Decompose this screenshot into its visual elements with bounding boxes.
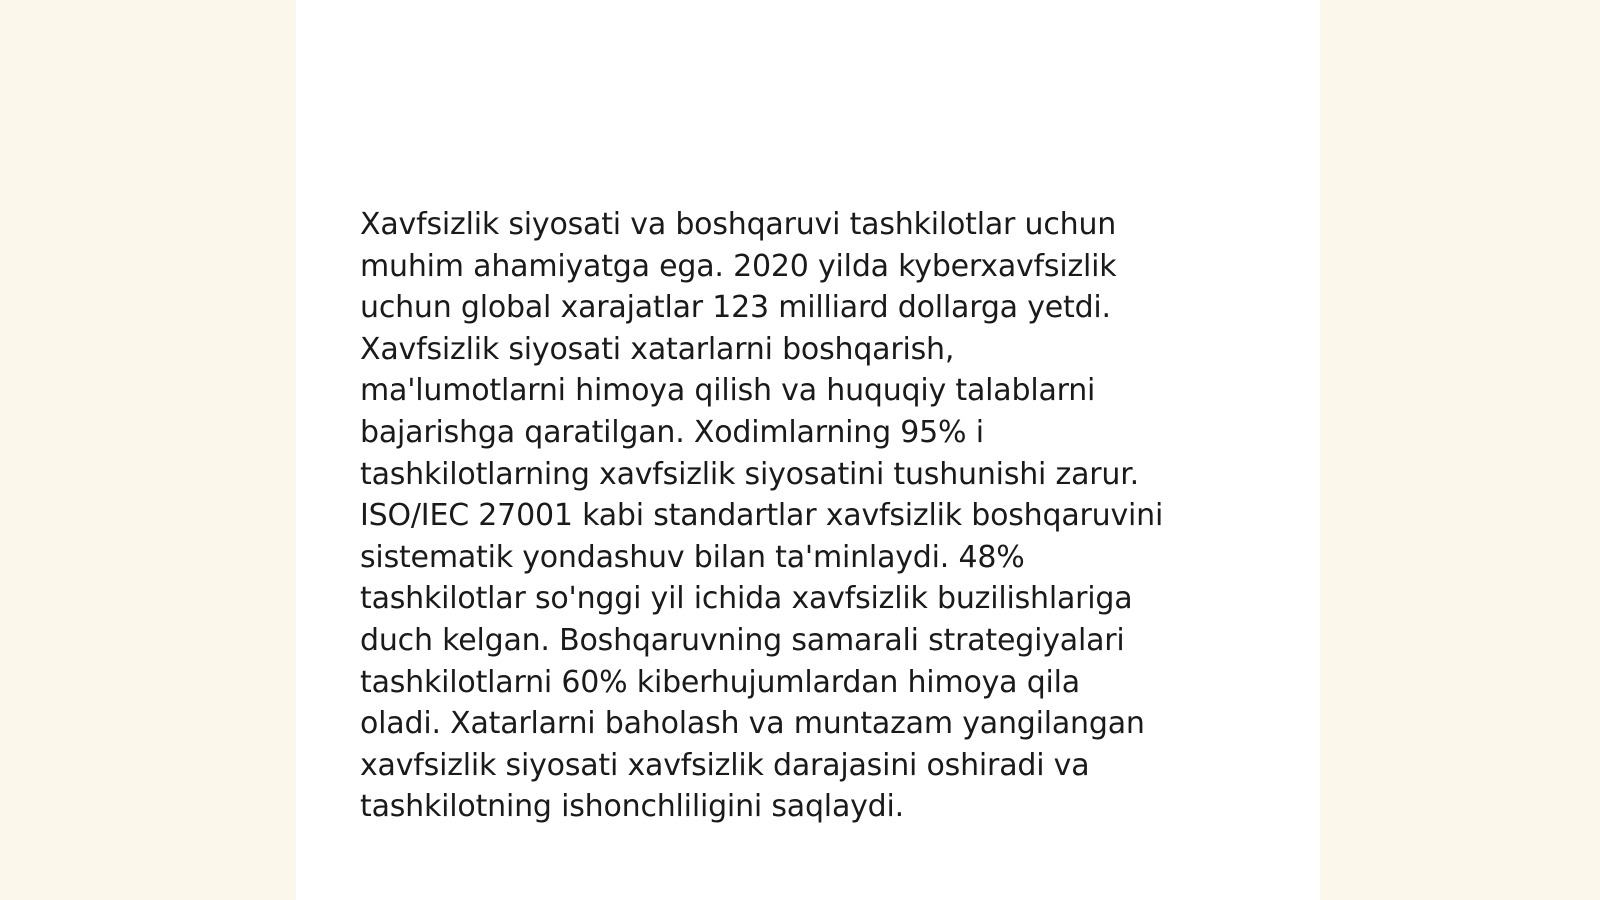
paragraph-line: sistematik yondashuv bilan ta'minlaydi. 48% (360, 539, 1025, 575)
paragraph-line: tashkilotlarni 60% kiberhujumlardan himoya qila (360, 664, 1080, 700)
body-paragraph (360, 204, 1260, 828)
paragraph-line: duch kelgan. Boshqaruvning samarali strategiyalari (360, 622, 1125, 658)
paragraph-line: Xavfsizlik siyosati xatarlarni boshqarish, (360, 331, 955, 367)
paragraph-line: tashkilotlar so'nggi yil ichida xavfsizlik buzilishlariga (360, 581, 1133, 617)
paragraph-line: xavfsizlik siyosati xavfsizlik darajasini oshiradi va (360, 747, 1090, 783)
document-page (296, 0, 1320, 900)
paragraph-line: ISO/IEC 27001 kabi standartlar xavfsizlik boshqaruvini (360, 498, 1164, 534)
paragraph-line: uchun global xarajatlar 123 milliard dollarga yetdi. (360, 290, 1111, 326)
paragraph-line: bajarishga qaratilgan. Xodimlarning 95% i (360, 414, 984, 450)
paragraph-line: Xavfsizlik siyosati va boshqaruvi tashkilotlar uchun (360, 207, 1117, 242)
paragraph-line: tashkilotlarning xavfsizlik siyosatini tushunishi zarur. (360, 456, 1139, 492)
paragraph-line: muhim ahamiyatga ega. 2020 yilda kyberxavfsizlik (360, 248, 1117, 284)
paragraph-line: tashkilotning ishonchliligini saqlaydi. (360, 789, 904, 825)
paragraph-line: oladi. Xatarlarni baholash va muntazam yangilangan (360, 706, 1145, 742)
paragraph-line: ma'lumotlarni himoya qilish va huquqiy talablarni (360, 373, 1096, 409)
